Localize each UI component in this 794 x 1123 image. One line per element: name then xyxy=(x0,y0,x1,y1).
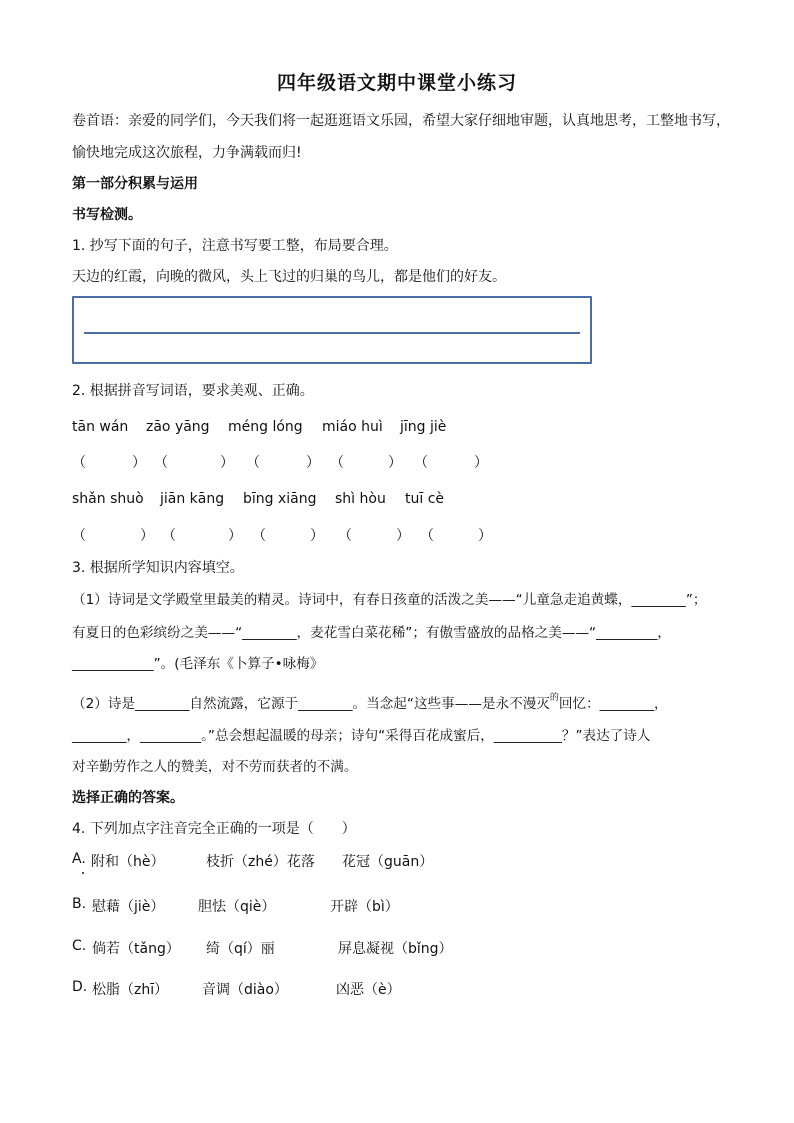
answer-paren[interactable]: （ ） xyxy=(330,455,402,471)
answer-paren[interactable]: （ ） xyxy=(252,528,324,544)
option-b-item: 慰藉（jiè） xyxy=(92,899,165,915)
option-d-label[interactable]: D. xyxy=(72,979,88,995)
q4-prompt: 4. 下列加点字注音完全正确的一项是（ ） xyxy=(72,821,356,837)
section-writing-heading: 书写检测。 xyxy=(72,207,142,223)
option-d-item: 凶恶（è） xyxy=(336,982,401,998)
q3-s2-superscript: 的 xyxy=(549,693,559,703)
answer-paren[interactable]: （ ） xyxy=(162,528,242,544)
pinyin-8: bīng xiāng xyxy=(243,491,317,507)
answer-paren[interactable]: （ ） xyxy=(420,528,492,544)
q3-s2-line2: ________，_________。”总会想起温暖的母亲；诗句“采得百花成蜜后，__________？”表达了诗人 xyxy=(72,728,651,744)
option-b-item: 开辟（bì） xyxy=(330,899,399,915)
writing-line xyxy=(84,332,580,334)
option-a-item: 附和（hè） xyxy=(91,854,165,870)
q3-s1-line2: 有夏日的色彩缤纷之美——“________，麦花雪白菜花稀”；有傲雪盛放的品格之美——“_________， xyxy=(72,625,671,641)
option-a-label[interactable]: A. xyxy=(72,851,86,867)
answer-paren[interactable]: （ ） xyxy=(414,455,488,471)
option-c-label[interactable]: C. xyxy=(72,938,87,954)
option-d-item: 松脂（zhī） xyxy=(92,982,169,998)
answer-paren[interactable]: （ ） xyxy=(72,455,146,471)
pinyin-2: zāo yāng xyxy=(146,419,210,435)
pinyin-3: méng lóng xyxy=(228,419,303,435)
emphasis-dot xyxy=(82,872,84,874)
q3-prompt: 3. 根据所学知识内容填空。 xyxy=(72,560,244,576)
option-d-item: 音调（diào） xyxy=(202,982,288,998)
q3-s1-line1: （1）诗词是文学殿堂里最美的精灵。诗词中，有春日孩童的活泼之美——“儿童急走追黄蝶，________”； xyxy=(72,592,707,608)
q1-prompt: 1. 抄写下面的句子，注意书写要工整，布局要合理。 xyxy=(72,238,398,254)
answer-paren[interactable]: （ ） xyxy=(72,528,154,544)
copy-writing-box[interactable] xyxy=(72,296,592,364)
q1-sentence: 天边的红霞，向晚的微风，头上飞过的归巢的鸟儿，都是他们的好友。 xyxy=(72,269,506,285)
answer-paren[interactable]: （ ） xyxy=(154,455,234,471)
q3-s1-line3: ____________”。(毛泽东《卜算子•咏梅》 xyxy=(72,656,324,672)
option-c-item: 绮（qí）丽 xyxy=(206,941,275,957)
option-b-item: 胆怯（qiè） xyxy=(198,899,276,915)
pinyin-10: tuī cè xyxy=(405,491,445,507)
intro-line-2: 愉快地完成这次旅程，力争满载而归! xyxy=(72,145,302,161)
q3-s2-line1 xyxy=(72,690,668,712)
pinyin-6: shǎn shuò xyxy=(72,491,144,507)
answer-paren[interactable]: （ ） xyxy=(246,455,320,471)
pinyin-9: shì hòu xyxy=(335,491,386,507)
pinyin-7: jiān kāng xyxy=(160,491,225,507)
q3-s2-line3: 对辛勤劳作之人的赞美，对不劳而获者的不满。 xyxy=(72,759,358,775)
page-title: 四年级语文期中课堂小练习 xyxy=(276,72,517,94)
intro-line-1: 卷首语：亲爱的同学们，今天我们将一起逛逛语文乐园，希望大家仔细地审题，认真地思考，工整地书写， xyxy=(72,113,730,129)
option-a-item: 花冠（guān） xyxy=(342,854,434,870)
option-c-item: 屏息凝视（bǐng） xyxy=(338,941,453,957)
section-choice-heading: 选择正确的答案。 xyxy=(72,790,184,806)
option-c-item: 倘若（tǎng） xyxy=(92,941,180,957)
option-b-label[interactable]: B. xyxy=(72,896,87,912)
pinyin-4: miáo huì xyxy=(322,419,383,435)
pinyin-1: tān wán xyxy=(72,419,129,435)
q3-s2-line1-b: 回忆：________， xyxy=(558,696,668,712)
q2-prompt: 2. 根据拼音写词语，要求美观、正确。 xyxy=(72,383,314,399)
option-a-item: 枝折（zhé）花落 xyxy=(206,854,315,870)
part1-heading: 第一部分积累与运用 xyxy=(72,176,198,192)
answer-paren[interactable]: （ ） xyxy=(338,528,410,544)
q3-s2-line1-a: （2）诗是________自然流露，它源于________。当念起“这些事——是永不漫灭 xyxy=(72,696,550,712)
pinyin-5: jīng jiè xyxy=(400,419,447,435)
